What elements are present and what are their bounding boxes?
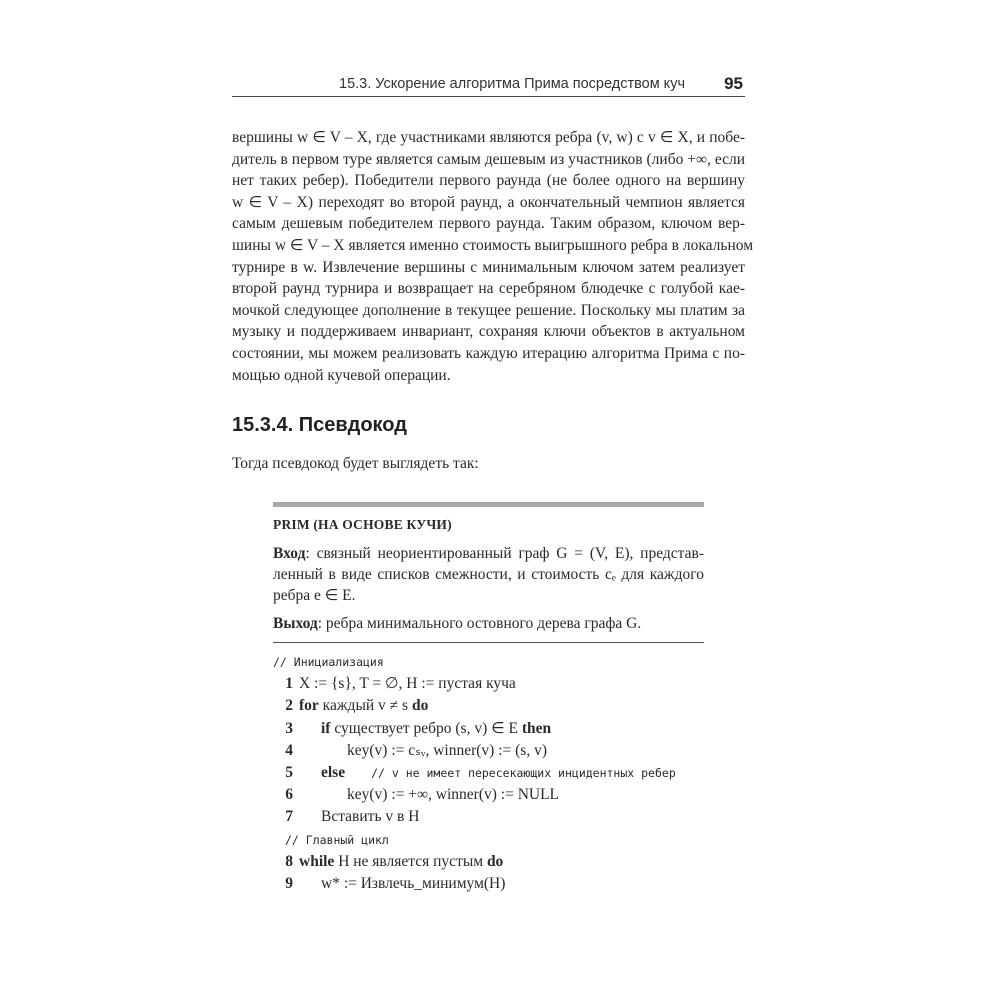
output-label: Выход xyxy=(273,615,318,632)
input-label: Вход xyxy=(273,545,306,562)
paragraph-line: состоянии, мы можем реализовать каждую итерацию алгоритма Прима с по- xyxy=(232,344,745,362)
line-number: 4 xyxy=(285,741,293,759)
paragraph-line: мощью одной кучевой операции. xyxy=(232,366,451,384)
input-text: ленный в виде списков смежности, и стоимость cₑ для каждого xyxy=(273,566,704,583)
body-paragraph xyxy=(232,127,754,386)
code-text: Вставить v в H xyxy=(321,808,420,826)
paragraph-line: второй раунд турнира и возвращает на серебряном блюдечке с голубой кае- xyxy=(232,280,745,298)
code-line xyxy=(273,740,704,762)
paragraph-line: дитель в первом туре является самым дешевым из участников (либо +∞, если xyxy=(232,150,745,168)
line-number: 8 xyxy=(285,852,293,870)
keyword: do xyxy=(486,852,504,870)
keyword: if xyxy=(321,719,331,737)
code-comment: // Инициализация xyxy=(273,655,384,669)
divider xyxy=(273,642,704,643)
paragraph-line: w ∈ V – X) переходят во второй раунд, а окончательный чемпион является xyxy=(232,193,745,211)
paragraph-line: вершины w ∈ V – X, где участниками являются ребра (v, w) с v ∈ X, и побе- xyxy=(232,129,745,146)
code-text: w* := Извлечь_минимум(H) xyxy=(321,874,506,892)
intro-text: Тогда псевдокод будет выглядеть так: xyxy=(232,455,479,472)
code-line xyxy=(273,695,704,717)
line-number: 9 xyxy=(285,874,293,892)
keyword: else xyxy=(321,763,346,781)
output-text: : ребра минимального остовного дерева графа G. xyxy=(317,615,642,632)
code-comment: // Главный цикл xyxy=(285,832,389,847)
keyword: while xyxy=(299,852,335,870)
line-number: 3 xyxy=(285,719,293,737)
code-text: H не является пустым xyxy=(334,852,487,870)
page-number: 95 xyxy=(724,74,743,93)
code-text: X := {s}, T = ∅, H := пустая куча xyxy=(299,675,516,693)
running-header-title: 15.3. Ускорение алгоритма Прима посредством куч xyxy=(339,76,685,92)
algorithm-title: PRIM (НА ОСНОВЕ КУЧИ) xyxy=(273,517,452,532)
keyword: do xyxy=(411,697,429,715)
paragraph-line: самым дешевым победителем первого раунда. Таким образом, ключом вер- xyxy=(232,215,745,233)
keyword: for xyxy=(299,697,319,715)
algorithm-input xyxy=(273,543,704,606)
pseudocode xyxy=(273,651,704,895)
algorithm-output xyxy=(273,613,704,634)
keyword: then xyxy=(521,719,552,737)
paragraph-line: музыку и поддерживаем инвариант, сохраняя ключи объектов в актуальном xyxy=(232,323,745,341)
code-line xyxy=(273,673,704,695)
code-text: key(v) := +∞, winner(v) := NULL xyxy=(347,786,560,804)
code-line xyxy=(273,806,704,828)
algorithm-box xyxy=(273,502,704,895)
line-number: 6 xyxy=(285,786,293,804)
input-text: ребра e ∈ E. xyxy=(273,587,356,604)
line-number: 7 xyxy=(285,808,293,826)
input-text: : связный неориентированный граф G = (V, E), представ- xyxy=(305,545,704,562)
line-number: 2 xyxy=(285,697,293,715)
code-text: key(v) := cₛᵥ, winner(v) := (s, v) xyxy=(347,741,547,759)
running-header xyxy=(232,74,745,97)
code-line xyxy=(273,784,704,806)
section-heading: 15.3.4. Псевдокод xyxy=(232,414,407,436)
paragraph-line: нет таких ребер). Победители первого раунда (не более одного на вершину xyxy=(232,172,745,190)
algorithm-top-bar xyxy=(273,502,704,507)
paragraph-line: мочкой следующее дополнение в текущее решение. Поскольку мы платим за xyxy=(232,301,745,319)
code-comment: // v не имеет пересекающих инцидентных ребер xyxy=(371,765,676,780)
line-number: 1 xyxy=(285,675,293,693)
code-text: существует ребро (s, v) ∈ E xyxy=(330,719,522,737)
code-line xyxy=(273,873,704,895)
code-text: каждый v ≠ s xyxy=(318,697,412,715)
code-line xyxy=(273,762,704,784)
line-number: 5 xyxy=(285,763,293,781)
code-line xyxy=(273,718,704,740)
paragraph-line: шины w ∈ V – X является именно стоимость выигрышного ребра в локальном xyxy=(232,236,754,254)
paragraph-line: турнире в w. Извлечение вершины с минимальным ключом затем реализует xyxy=(232,258,745,276)
code-line xyxy=(273,851,704,873)
